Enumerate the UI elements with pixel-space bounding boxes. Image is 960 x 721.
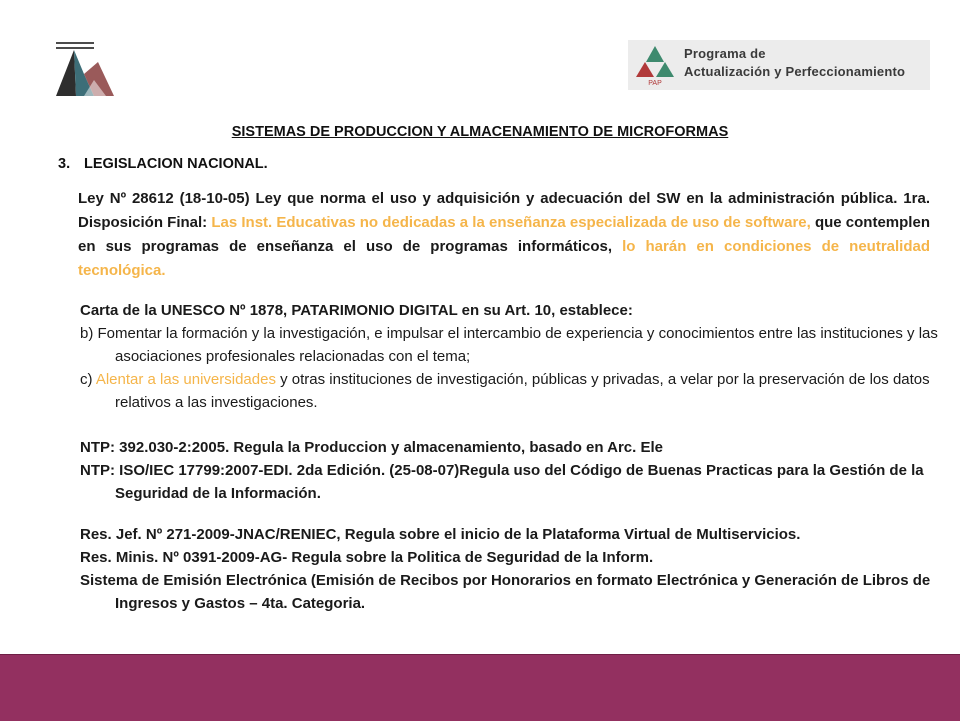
unesco-item-c <box>80 368 940 414</box>
ley-text-1: Ley Nº 28612 (18-10-05) Ley que norma el uso y adquisición y adecuación del SW en la administración pública. 1ra. Disposición Final: <box>78 190 930 231</box>
unesco-item-b: b) Fomentar la formación y la investigación, e impulsar el intercambio de experiencia y conocimientos entre las instituciones y las asociaciones profesionales relacionadas con el tema; <box>80 325 938 365</box>
ley-paragraph <box>78 187 930 283</box>
resolution-item: Res. Minis. Nº 0391-2009-AG- Regula sobre la Politica de Seguridad de la Inform. <box>80 549 654 566</box>
pap-line2: Actualización y Perfeccionamiento <box>684 64 906 79</box>
resolution-item: Res. Jef. Nº 271-2009-JNAC/RENIEC, Regula sobre el inicio de la Plataforma Virtual de Multiservicios. <box>80 526 801 543</box>
ntp-block <box>80 436 940 505</box>
ley-highlight-1: Las Inst. Educativas no dedicadas a la enseñanza especializada de uso de software, <box>211 214 811 231</box>
pap-logo <box>628 40 930 90</box>
unesco-item-c-prefix: c) <box>80 371 96 388</box>
pap-logo-mark: PAP <box>648 80 662 86</box>
unesco-item-c-highlight: Alentar a las universidades <box>95 371 276 388</box>
section-heading <box>58 156 268 172</box>
section-number: 3. <box>58 156 71 172</box>
unesco-heading: Carta de la UNESCO Nº 1878, PATARIMONIO DIGITAL en su Art. 10, establece: <box>80 302 633 319</box>
unesco-block <box>80 299 940 414</box>
pap-line1: Programa de <box>684 46 766 61</box>
footer-bar <box>0 654 960 721</box>
ntp-item: NTP: 392.030-2:2005. Regula la Produccion y almacenamiento, basado en Arc. Ele <box>80 439 664 456</box>
ley-highlight-2: lo harán en condiciones de neutralidad tecnológica. <box>78 238 930 279</box>
unesco-item-c-text: y otras instituciones de investigación, públicas y privadas, a velar por la preservación de los datos relativos a las investigaciones. <box>115 371 930 411</box>
resolution-item: Sistema de Emisión Electrónica (Emisión de Recibos por Honorarios en formato Electrónica y Generación de Libros de Ingresos y Gastos – 4ta. Categoria. <box>80 572 931 612</box>
ley-text-2: que contemplen en sus programas de enseñanza el uso de programas informáticos, <box>78 214 930 255</box>
ntp-item: NTP: ISO/IEC 17799:2007-EDI. 2da Edición. (25-08-07)Regula uso del Código de Buenas Practicas para la Gestión de la Seguridad de la Información. <box>80 462 924 502</box>
institution-logo <box>54 40 116 98</box>
page-title: SISTEMAS DE PRODUCCION Y ALMACENAMIENTO DE MICROFORMAS <box>231 124 729 140</box>
section-title: LEGISLACION NACIONAL. <box>84 156 268 172</box>
resolutions-block <box>80 523 940 615</box>
